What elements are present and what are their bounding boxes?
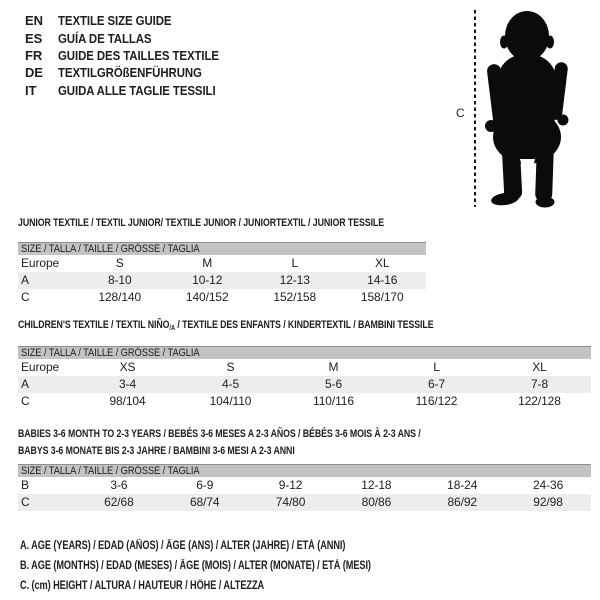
footnote-b: B. AGE (MONTHS) / EDAD (MESES) / ÂGE (MOIS) / ALTER (MONATE) / ETÀ (MESI): [20, 560, 371, 572]
language-title-list: [25, 12, 241, 99]
cell: 128/140: [98, 290, 142, 304]
cell: 24-36: [532, 478, 564, 492]
language-code: FR: [25, 47, 43, 63]
row-label: A: [21, 377, 29, 391]
size-col-s: S: [226, 360, 235, 374]
row-label: C: [21, 290, 30, 304]
cell: 14-16: [367, 273, 398, 287]
column-header-row: [18, 359, 591, 376]
cell: 12-13: [279, 273, 310, 287]
language-row-fr: [25, 47, 241, 64]
baby-silhouette: [483, 10, 573, 208]
guide-title-es: GUÍA DE TALLAS: [58, 30, 152, 46]
footnote-a: A. AGE (YEARS) / EDAD (AÑOS) / ÂGE (ANS) / ALTER (JAHRE) / ETÀ (ANNI): [20, 540, 346, 552]
cell: 10-12: [192, 273, 223, 287]
row-label: A: [21, 273, 29, 287]
cell: 116/122: [415, 394, 458, 408]
language-code: DE: [25, 65, 43, 81]
cell: 6-7: [427, 377, 446, 391]
guide-title-en: TEXTILE SIZE GUIDE: [58, 13, 172, 29]
table-row-age: [18, 272, 426, 289]
size-col-l: L: [433, 360, 440, 374]
size-col-xl: XL: [532, 360, 547, 374]
babies-table-title-line2: BABYS 3-6 MONATE BIS 2-3 JAHRE / BAMBINI 3-6 MESI A 2-3 ANNI: [18, 445, 295, 457]
height-dashed-line: [474, 10, 476, 207]
row-label: B: [21, 478, 29, 492]
table-row-height: [18, 393, 591, 410]
cell: 158/170: [360, 290, 404, 304]
cell: 152/158: [273, 290, 317, 304]
footnote-c: C. (cm) HEIGHT / ALTURA / HAUTEUR / HÖHE / ALTEZZA: [20, 580, 265, 592]
language-code: EN: [25, 13, 43, 29]
cell: 12-18: [361, 478, 392, 492]
language-code: ES: [25, 30, 43, 46]
guide-title-de: TEXTILGRÖßENFÜHRUNG: [58, 65, 202, 81]
region-label: Europe: [21, 256, 60, 270]
language-row-en: [25, 12, 241, 29]
region-label: Europe: [21, 360, 60, 374]
cell: 80/86: [361, 495, 392, 509]
cell: 9-12: [278, 478, 303, 492]
size-header-bar: SIZE / TALLA / TAILLE / GRÖSSE / TAGLIA: [18, 242, 426, 255]
column-header-row: [18, 255, 426, 272]
cell: 110/116: [313, 394, 354, 408]
cell: 74/80: [275, 495, 306, 509]
size-header-bar: SIZE / TALLA / TAILLE / GRÖSSE / TAGLIA: [18, 346, 591, 359]
cell: 6-9: [196, 478, 214, 492]
size-col-s: S: [115, 256, 124, 270]
cell: 7-8: [530, 377, 549, 391]
cell: 104/110: [209, 394, 252, 408]
language-code: IT: [25, 82, 37, 98]
cell: 92/98: [533, 495, 563, 509]
size-col-m: M: [328, 360, 339, 374]
cell: 68/74: [189, 495, 220, 509]
cell: 86/92: [447, 495, 477, 509]
children-table-title: CHILDREN'S TEXTILE / TEXTIL $NIÑO_{/A}$ / TEXTILE DES ENFANTS / KINDERTEXTIL / BAMBINI TESSILE: [18, 319, 434, 332]
cell: 5-6: [324, 377, 343, 391]
guide-title-fr: GUIDE DES TAILLES TEXTILE: [58, 47, 219, 63]
nino-a-subscript: /A: [169, 325, 176, 332]
cell: 3-4: [118, 377, 137, 391]
table-row-height: [18, 494, 591, 511]
table-row-age: [18, 376, 591, 393]
row-label: C: [21, 394, 30, 408]
size-col-xl: XL: [375, 256, 390, 270]
language-row-de: [25, 64, 241, 81]
children-size-table: [18, 319, 591, 410]
table-row-height: [18, 289, 426, 306]
cell: 140/152: [185, 290, 229, 304]
size-col-m: M: [202, 256, 213, 270]
language-row-es: [25, 29, 241, 46]
size-header-bar: SIZE / TALLA / TAILLE / GRÖSSE / TAGLIA: [18, 464, 591, 477]
cell: 98/104: [109, 394, 146, 408]
babies-size-table: [18, 426, 591, 511]
size-col-xs: XS: [119, 360, 136, 374]
language-row-it: [25, 82, 241, 99]
guide-title-it: GUIDA ALLE TAGLIE TESSILI: [58, 82, 216, 98]
junior-size-table: [18, 217, 426, 306]
cell: 8-10: [107, 273, 132, 287]
cell: 18-24: [447, 478, 478, 492]
cell: 62/68: [104, 495, 134, 509]
cell: 4-5: [221, 377, 240, 391]
table-row-months: [18, 477, 591, 494]
babies-table-title-line1: BABIES 3-6 MONTH TO 2-3 YEARS / BEBÉS 3-6 MESES A 2-3 AÑOS / BÉBÉS 3-6 MOIS À 2-3 ANS /: [18, 428, 421, 440]
size-col-l: L: [291, 256, 299, 270]
row-label: C: [21, 495, 30, 509]
footnote-legend: [20, 536, 459, 596]
cell: 3-6: [110, 478, 128, 492]
junior-table-title: JUNIOR TEXTILE / TEXTIL JUNIOR/ TEXTILE JUNIOR / JUNIORTEXTIL / JUNIOR TESSILE: [18, 217, 385, 229]
height-marker-label: C: [456, 106, 465, 120]
cell: 122/128: [518, 394, 561, 408]
